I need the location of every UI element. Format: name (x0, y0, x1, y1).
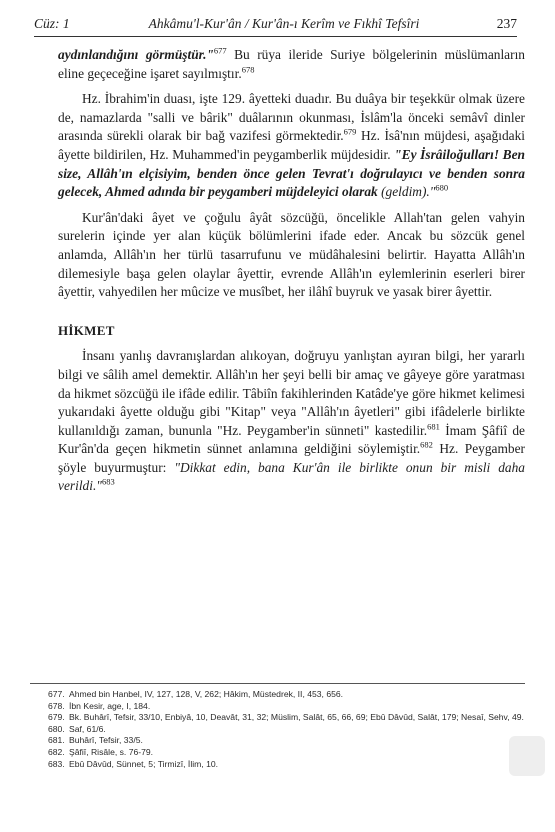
footnote-text: Bk. Buhârî, Tefsir, 33/10, Enbiyâ, 10, Deavât, 31, 32; Müslim, Salât, 65, 66, 69; Ebû Dâvûd, Salât, 179; Nesaî, Sehv, 49. (69, 712, 524, 723)
hadith-quote: "Dikkat edin, bana Kur'ân ile birlikte onun bir misli daha verildi." (58, 459, 525, 494)
footnote-number: 679. (48, 712, 65, 723)
footnote-number: 680. (48, 723, 65, 734)
footnote-rule (30, 683, 525, 684)
footnote (48, 747, 526, 759)
paragraph-1 (58, 46, 525, 83)
footnote-text: Ebû Dâvûd, Sünnet, 5; Tirmizî, İlim, 10. (69, 758, 219, 769)
footnote-ref: 678 (241, 64, 255, 75)
footnote-number: 682. (48, 746, 65, 757)
section-heading: HİKMET (58, 322, 115, 338)
footnote-number: 678. (48, 700, 65, 711)
footnote-text: Buhârî, Tefsir, 33/5. (69, 735, 143, 746)
text-run: İmam Şâfiî de Kur'ân'da geçen hikmetin sünnet anlamına geldiğini söylemiştir. (58, 422, 525, 457)
quote-end: aydınlandığını görmüştür." (58, 47, 214, 62)
footnote-ref: 682 (420, 439, 433, 450)
footnote-text: Şâfiî, Risâle, s. 76-79. (69, 746, 154, 757)
footnote (48, 735, 526, 747)
footnote-number: 681. (48, 735, 65, 746)
footnote (48, 759, 526, 771)
text-run: Hz. Peygamber şöyle buyurmuştur: (58, 441, 525, 475)
footnote-ref: 680 (435, 182, 449, 193)
footnote (48, 724, 526, 736)
footnote (48, 689, 526, 701)
footnote (48, 701, 526, 713)
running-header (34, 16, 517, 38)
footnote-ref: 683 (101, 477, 115, 487)
footnote-number: 683. (48, 758, 65, 769)
text-run: Hz. İsâ'nın müjdesi, aşağıdaki âyette bildirilen, Hz. Muhammed'in peygamberlik müjdesidir. (58, 128, 526, 162)
footnote (48, 712, 526, 724)
paragraph-2 (58, 90, 525, 202)
footnote-ref: 681 (427, 421, 440, 432)
footnote-number: 677. (48, 689, 65, 699)
text-run: Bu rüya ileride Suriye bölgelerinin müslümanların eline geçeceğine işaret sayılmıştır. (58, 47, 525, 81)
text-run: Hz. İbrahim'in duası, işte 129. âyetteki duadır. Bu duâya bir teşekkür olmak üzere de, namazlarda "salli ve bârik" duâlarının okunması, İslâm'la önceki semâvî dinler arasında sürekli olarak bir bağ vazifesi görmektedir. (58, 91, 525, 144)
footnote-ref: 679 (343, 126, 357, 137)
main-text (58, 46, 525, 503)
text-run: İnsanı yanlış davranışlardan alıkoyan, doğruyu yanlıştan ayıran bilgi, her yararlı bilgi ve sâlih amel demektir. Allâh'ın her şeyi belli bir amaç ve gâyeye göre yaratması da hikmet sözcüğü ile ifâde edilir. Tâbiîn fakihlerinden Katâde'ye göre hikmet kelimesi yukarıdaki âyette olduğu gibi "Kitap" veya "Allâh'ın âyetleri" gibi ifâdelerle birlikte kullanıldığı zaman, bununla "Hz. Peygamber'in sünneti" kastedilir. (58, 348, 525, 438)
verse-quote: "Ey İsrâiloğulları! Ben size, Allâh'ın elçisiyim, benden önce gelen Tevrat'ı doğrulayıcı ve benden sonra gelecek, Ahmed adında bir peygamberi müjdeleyici olarak (58, 146, 526, 200)
text-run: (geldim)." (377, 184, 436, 200)
paragraph-3: Kur'ân'daki âyet ve çoğulu âyât sözcüğü, öncelikle Allah'tan gelen vahyin surelerin içinde yer alan küçük bölümlerini ifade eder. Ancak bu sözcük genel anlamda, Allâh'ın her türlü tasarrufunu ve müdâhalesini belirtir. Hayatta Allâh'ın dilemesiyle başa gelen olaylar âyettir, evrende Allâh'ın eylemlerinin eserleri birer âyettir, vahyedilen her mûcize ve musîbet, her ilâhî buyruk ve yasak birer âyettir. (58, 209, 525, 300)
header-rule (34, 36, 517, 37)
footnotes (48, 689, 526, 770)
page-number: 237 (496, 16, 517, 31)
paragraph-4 (58, 347, 525, 496)
watermark-logo (509, 736, 545, 776)
footnote-text: Ahmed bin Hanbel, IV, 127, 128, V, 262; Hâkim, Müstedrek, II, 453, 656. (69, 689, 344, 699)
footnote-text: Saf, 61/6. (69, 723, 106, 734)
footnote-text: İbn Kesir, age, I, 184. (69, 700, 151, 711)
header-section: Cüz: 1 (34, 16, 70, 31)
footnote-ref: 677 (213, 45, 227, 56)
header-book-title: Ahkâmu'l-Kur'ân / Kur'ân-ı Kerîm ve Fıkhî Tefsîri (148, 16, 420, 31)
